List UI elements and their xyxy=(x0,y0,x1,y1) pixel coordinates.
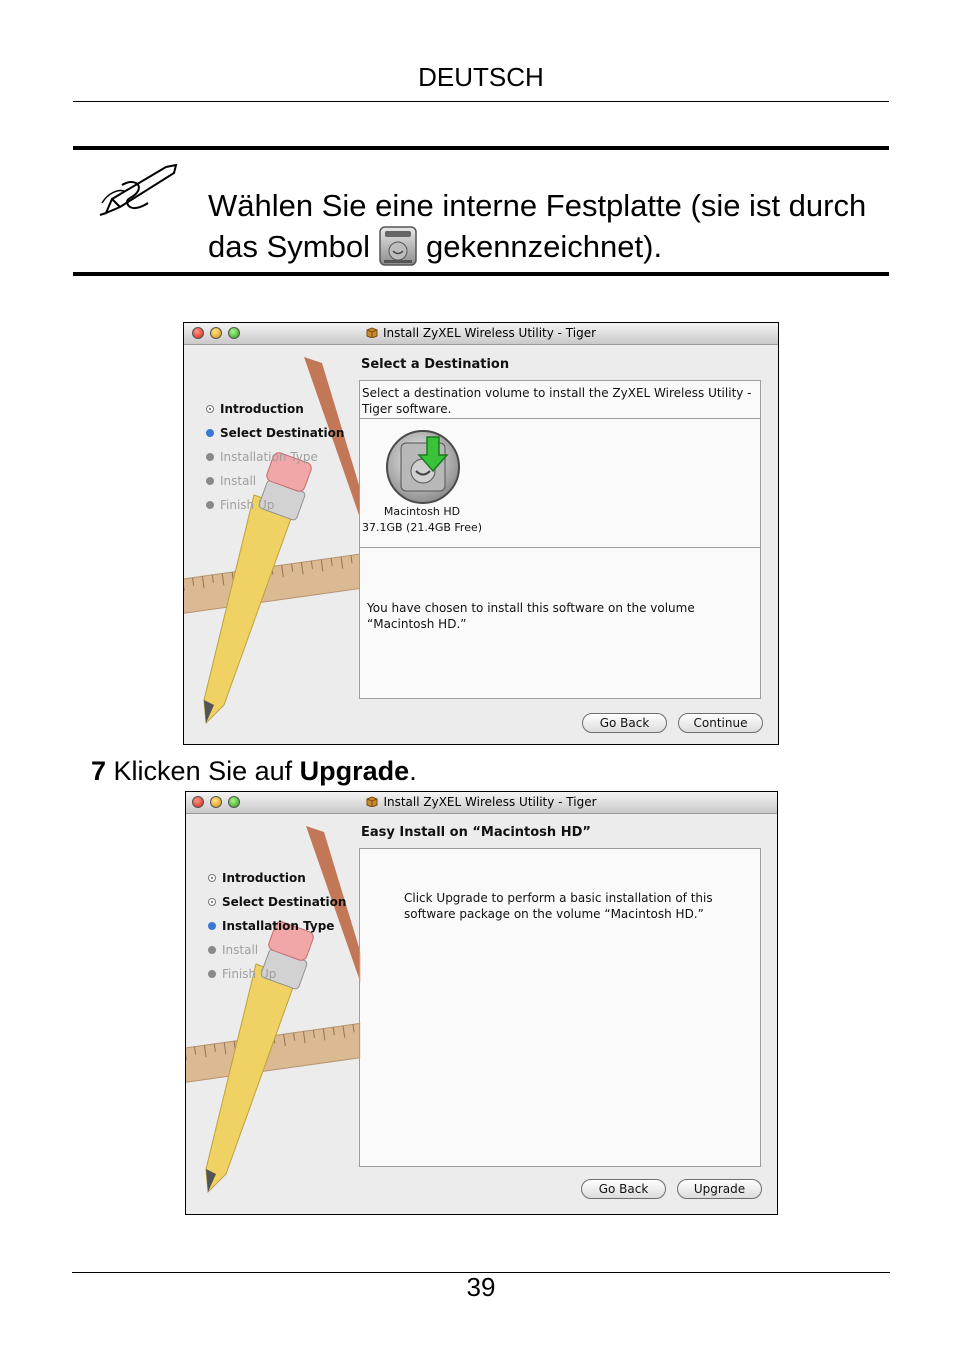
note-text xyxy=(208,186,898,273)
step-label: Install xyxy=(222,943,259,957)
destination-message: You have chosen to install this software on the volume “Macintosh HD.” xyxy=(367,601,695,631)
hard-disk-icon xyxy=(376,225,420,267)
step-pending-icon xyxy=(208,946,216,954)
step-label: Installation Type xyxy=(222,919,335,933)
window-title-text: Install ZyXEL Wireless Utility - Tiger xyxy=(382,326,597,340)
window-titlebar xyxy=(184,323,778,345)
step-installation-type xyxy=(208,914,346,938)
continue-button[interactable]: Continue xyxy=(678,713,763,733)
step-install xyxy=(206,469,344,493)
window-titlebar xyxy=(186,792,777,814)
header-language: DEUTSCH xyxy=(418,62,544,92)
step-finish-up xyxy=(208,962,346,986)
step-done-icon xyxy=(206,405,214,413)
step-done-icon xyxy=(208,898,216,906)
step-installation-type xyxy=(206,445,344,469)
go-back-button[interactable]: Go Back xyxy=(582,713,667,733)
package-icon xyxy=(366,327,378,338)
go-back-button[interactable]: Go Back xyxy=(581,1179,666,1199)
step-7-instruction xyxy=(91,756,417,787)
destination-pane xyxy=(359,380,761,699)
easy-install-message: Click Upgrade to perform a basic installation of this software package on the volume “Macintosh HD.” xyxy=(404,891,713,921)
step-current-icon xyxy=(206,429,214,437)
note-text-before: Wählen Sie eine interne Festplatte (sie ist durch das Symbol xyxy=(208,188,867,265)
step-pending-icon xyxy=(206,477,214,485)
step-label: Select Destination xyxy=(220,426,345,440)
step-list xyxy=(206,397,344,517)
step-label: Finish Up xyxy=(220,498,275,512)
volume-name: Macintosh HD xyxy=(383,505,461,518)
step-install xyxy=(208,938,346,962)
window-title-text: Install ZyXEL Wireless Utility - Tiger xyxy=(383,795,597,809)
step-label: Finish Up xyxy=(222,967,277,981)
macintosh-hd-volume[interactable] xyxy=(385,429,461,505)
easy-install-pane xyxy=(359,848,761,1167)
step-done-icon xyxy=(208,874,216,882)
step-text: Klicken Sie auf xyxy=(113,756,300,786)
step-pending-icon xyxy=(206,453,214,461)
window-title xyxy=(186,795,777,809)
header-rule xyxy=(73,101,889,102)
step-bold-word: Upgrade xyxy=(299,756,410,786)
note-bottom-rule xyxy=(73,272,889,276)
step-label: Introduction xyxy=(220,402,304,416)
pane-divider xyxy=(360,547,760,548)
package-icon xyxy=(366,796,378,807)
step-label: Introduction xyxy=(222,871,306,885)
step-introduction xyxy=(206,397,344,421)
note-top-rule xyxy=(73,146,889,150)
pane-title: Select a Destination xyxy=(361,357,510,372)
step-end: . xyxy=(409,756,417,786)
installer-window-select-destination xyxy=(183,322,779,745)
step-number: 7 xyxy=(91,756,107,786)
step-current-icon xyxy=(208,922,216,930)
note-text-after: gekennzeichnet). xyxy=(425,229,663,265)
volume-size: 37.1GB (21.4GB Free) xyxy=(362,521,483,534)
destination-instruction: Select a destination volume to install the ZyXEL Wireless Utility - Tiger software. xyxy=(362,386,752,416)
step-select-destination xyxy=(208,890,346,914)
step-label: Installation Type xyxy=(220,450,318,464)
pane-title: Easy Install on “Macintosh HD” xyxy=(361,825,591,840)
upgrade-button[interactable]: Upgrade xyxy=(677,1179,762,1199)
pane-divider xyxy=(360,418,760,419)
step-label: Select Destination xyxy=(222,895,347,909)
step-list xyxy=(208,866,346,986)
installer-window-easy-install xyxy=(185,791,778,1215)
page-number: 39 xyxy=(466,1272,496,1302)
step-label: Install xyxy=(220,474,257,488)
step-finish-up xyxy=(206,493,344,517)
step-select-destination xyxy=(206,421,344,445)
step-pending-icon xyxy=(206,501,214,509)
window-title xyxy=(184,326,778,340)
step-pending-icon xyxy=(208,970,216,978)
pencil-note-icon xyxy=(98,163,180,217)
step-introduction xyxy=(208,866,346,890)
